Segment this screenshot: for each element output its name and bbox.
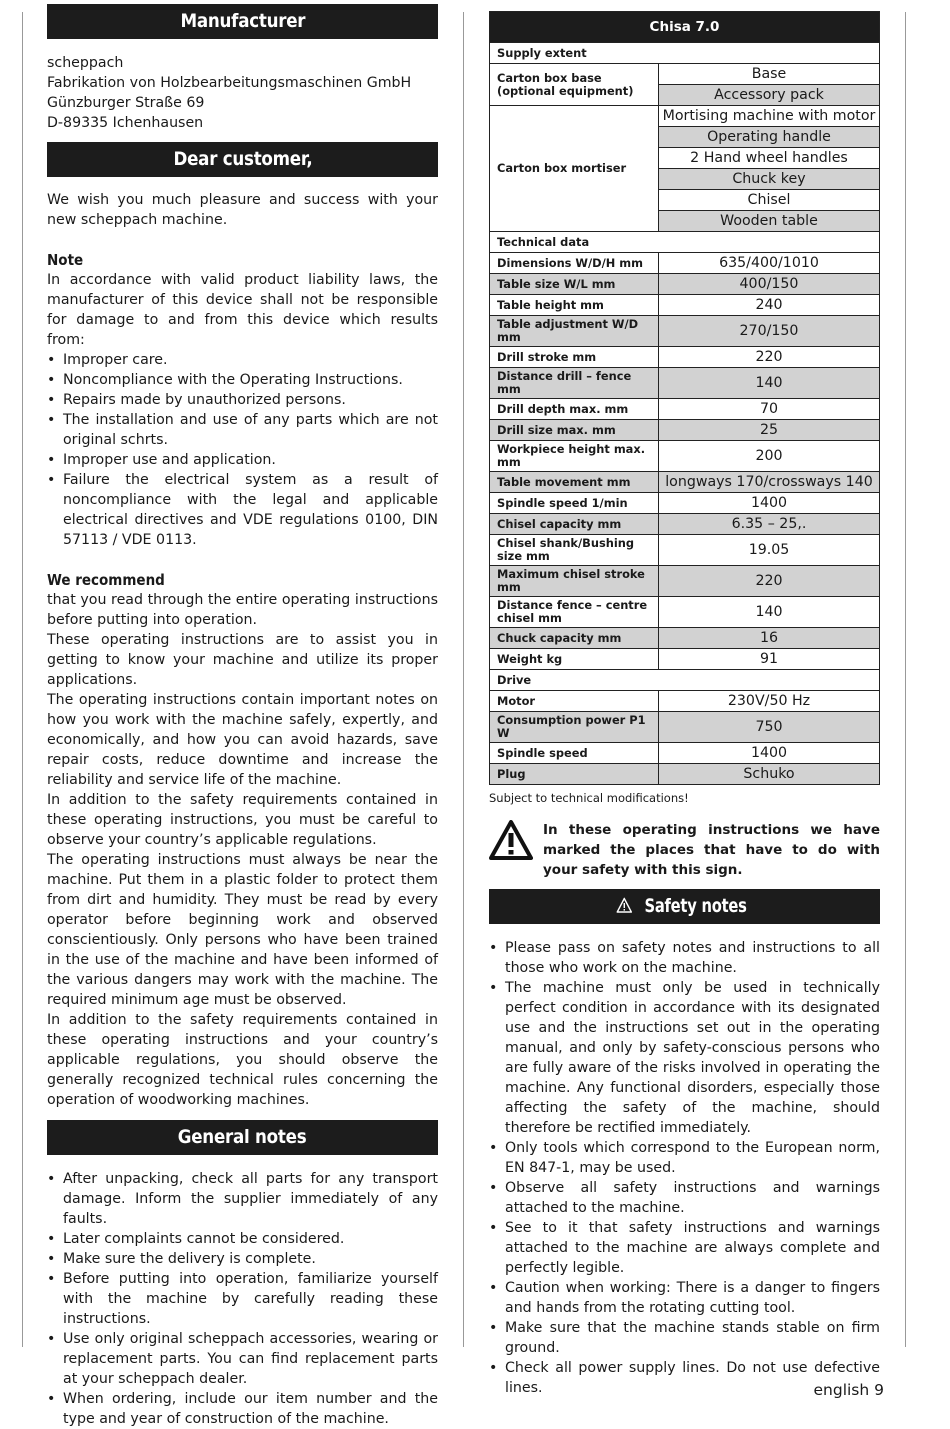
table-row: [490, 399, 880, 420]
supply-item: Chuck key: [659, 169, 880, 190]
spec-value: 230V/50 Hz: [659, 691, 880, 712]
spec-label: Table size W/L mm: [490, 274, 659, 295]
list-item: • Before putting into operation, familiarize yourself with the machine by carefully reading these instructions.: [47, 1269, 438, 1329]
supply-extent-header: Supply extent: [490, 43, 880, 64]
spec-label: Maximum chisel stroke mm: [490, 566, 659, 597]
table-row: [490, 743, 880, 764]
note-list: [47, 350, 438, 550]
list-item: • The installation and use of any parts which are not original schrts.: [47, 410, 438, 450]
manufacturer-heading: Manufacturer: [47, 4, 438, 39]
recommend-paragraph: In addition to the safety requirements contained in these operating instructions, you must be careful to observe your country’s applicable regulations.: [47, 792, 438, 848]
recommend-paragraph: These operating instructions are to assist you in getting to know your machine and utilize its proper applications.: [47, 632, 438, 688]
spec-value: 16: [659, 628, 880, 649]
spec-value: 220: [659, 347, 880, 368]
supply-item: Chisel: [659, 190, 880, 211]
spec-value: 1400: [659, 493, 880, 514]
right-column: [489, 11, 880, 1398]
list-item: • Later complaints cannot be considered.: [47, 1229, 438, 1249]
spec-label: Plug: [490, 764, 659, 785]
intro-paragraph: We wish you much pleasure and success with your new scheppach machine.: [47, 192, 438, 228]
spec-label: Dimensions W/D/H mm: [490, 253, 659, 274]
safety-notes-title: Safety notes: [643, 895, 747, 917]
table-row: [490, 712, 880, 743]
drive-header: Drive: [490, 670, 880, 691]
table-row: [490, 420, 880, 441]
spec-label: Weight kg: [490, 649, 659, 670]
table-row: [490, 764, 880, 785]
table-row: [490, 472, 880, 493]
list-item: • The machine must only be used in technically perfect condition in accordance with its designated use and the instructions set out in the operating manual, and only by safety-conscious persons who are fully aware of the risks involved in operating the machine. Any functional disorders, especially those affecting the safety of the machine, should therefore be rectified immediately.: [489, 978, 880, 1138]
dear-customer-heading: Dear customer,: [47, 142, 438, 177]
spec-value: 400/150: [659, 274, 880, 295]
table-row: [490, 566, 880, 597]
note-paragraph: In accordance with valid product liability laws, the manufacturer of this device shall not be responsible for damage to and from this device which results from:: [47, 272, 438, 348]
spec-table: [489, 11, 880, 785]
spec-value: 91: [659, 649, 880, 670]
spec-label: Chuck capacity mm: [490, 628, 659, 649]
spec-label: Chisel capacity mm: [490, 514, 659, 535]
spec-value: 70: [659, 399, 880, 420]
table-row: [490, 514, 880, 535]
manufacturer-address: [47, 53, 438, 133]
table-row: [490, 691, 880, 712]
page-number: english 9: [813, 1381, 884, 1399]
spec-label: Drill depth max. mm: [490, 399, 659, 420]
spec-label: Spindle speed: [490, 743, 659, 764]
spec-label: Table height mm: [490, 295, 659, 316]
spec-label: Table movement mm: [490, 472, 659, 493]
supply-item: Wooden table: [659, 211, 880, 232]
list-item: • When ordering, include our item number and the type and year of construction of the machine.: [47, 1389, 438, 1429]
spec-value: 25: [659, 420, 880, 441]
warning-triangle-icon: [489, 820, 533, 860]
list-item: • Only tools which correspond to the European norm, EN 847-1, may be used.: [489, 1138, 880, 1178]
spec-label: Spindle speed 1/min: [490, 493, 659, 514]
spec-footnote: Subject to technical modifications!: [489, 791, 689, 805]
recommend-title: We recommend: [47, 571, 165, 589]
table-row: [490, 274, 880, 295]
recommend-paragraph: The operating instructions contain important notes on how you work with the machine safely, expertly, and economically, and how you can avoid hazards, save repair costs, reduce downtime and increase the reliability and service life of the machine.: [47, 692, 438, 788]
list-item: • Noncompliance with the Operating Instructions.: [47, 370, 438, 390]
spec-label: Chisel shank/Bushing size mm: [490, 535, 659, 566]
list-item: • Use only original scheppach accessories, wearing or replacement parts. You can find replacement parts at your scheppach dealer.: [47, 1329, 438, 1389]
spec-value: longways 170/crossways 140: [659, 472, 880, 493]
spec-label: Drill stroke mm: [490, 347, 659, 368]
table-row: [490, 253, 880, 274]
table-row: [490, 649, 880, 670]
address-line: Fabrikation von Holzbearbeitungsmaschinen GmbH: [47, 75, 412, 91]
supply-item: Mortising machine with motor: [659, 106, 880, 127]
safety-notes-list: [489, 938, 880, 1398]
spec-value: 1400: [659, 743, 880, 764]
spec-label: Distance fence – centre chisel mm: [490, 597, 659, 628]
address-line: Günzburger Straße 69: [47, 95, 205, 111]
table-row: [490, 347, 880, 368]
list-item: • After unpacking, check all parts for any transport damage. Inform the supplier immediately of any faults.: [47, 1169, 438, 1229]
spec-table-title: Chisa 7.0: [490, 12, 880, 43]
supply-item: Accessory pack: [659, 85, 880, 106]
warning-text: In these operating instructions we have marked the places that have to do with your safety with this sign.: [543, 822, 880, 878]
table-row: [490, 597, 880, 628]
spec-value: 200: [659, 441, 880, 472]
address-line: D-89335 Ichenhausen: [47, 115, 204, 131]
spec-value: 240: [659, 295, 880, 316]
list-item: • Improper care.: [47, 350, 438, 370]
safety-notes-heading: [489, 889, 880, 924]
list-item: • Improper use and application.: [47, 450, 438, 470]
list-item: • Repairs made by unauthorized persons.: [47, 390, 438, 410]
left-column: [47, 4, 438, 1429]
general-notes-list: [47, 1169, 438, 1429]
spec-value: 140: [659, 368, 880, 399]
table-row: [490, 441, 880, 472]
spec-value: 635/400/1010: [659, 253, 880, 274]
right-margin-rule: [905, 12, 906, 1347]
list-item: • See to it that safety instructions and warnings attached to the machine are always complete and perfectly legible.: [489, 1218, 880, 1278]
warning-triangle-icon: [616, 897, 632, 913]
recommend-paragraph: In addition to the safety requirements contained in these operating instructions and your country’s applicable regulations, you should observe the generally recognized technical rules concerning the operation of woodworking machines.: [47, 1012, 438, 1108]
spec-value: 19.05: [659, 535, 880, 566]
list-item: • Failure the electrical system as a result of noncompliance with the legal and applicable electrical directives and VDE regulations 0100, DIN 57113 / VDE 0113.: [47, 470, 438, 550]
supply-item: 2 Hand wheel handles: [659, 148, 880, 169]
general-notes-heading: General notes: [47, 1120, 438, 1155]
carton-base-label: Carton box base (optional equipment): [490, 64, 659, 106]
table-row: [490, 368, 880, 399]
list-item: • Make sure the delivery is complete.: [47, 1249, 438, 1269]
spec-label: Drill size max. mm: [490, 420, 659, 441]
technical-data-header: Technical data: [490, 232, 880, 253]
supply-item: Base: [659, 64, 880, 85]
list-item: • Check all power supply lines. Do not use defective lines.: [489, 1358, 880, 1398]
warning-box: [489, 820, 880, 880]
table-row: [490, 535, 880, 566]
spec-value: 220: [659, 566, 880, 597]
spec-value: 6.35 – 25,.: [659, 514, 880, 535]
address-line: scheppach: [47, 55, 124, 71]
table-row: [490, 628, 880, 649]
recommend-paragraph: that you read through the entire operating instructions before putting into operation.: [47, 592, 438, 628]
spec-value: Schuko: [659, 764, 880, 785]
center-column-rule: [463, 12, 464, 1347]
table-row: [490, 493, 880, 514]
spec-value: 140: [659, 597, 880, 628]
spec-label: Consumption power P1 W: [490, 712, 659, 743]
spec-label: Table adjustment W/D mm: [490, 316, 659, 347]
list-item: • Caution when working: There is a danger to fingers and hands from the rotating cutting tool.: [489, 1278, 880, 1318]
note-title: Note: [47, 251, 84, 269]
spec-value: 750: [659, 712, 880, 743]
carton-mortiser-label: Carton box mortiser: [490, 106, 659, 232]
list-item: • Observe all safety instructions and warnings attached to the machine.: [489, 1178, 880, 1218]
table-row: [490, 316, 880, 347]
recommend-paragraph: The operating instructions must always be near the machine. Put them in a plastic folder to protect them from dirt and humidity. They must be read by every operator before beginning work and observed conscientiously. Only persons who have been trained in the use of the machine and have been informed of the various dangers may work with the machine. The required minimum age must be observed.: [47, 852, 438, 1008]
spec-label: Distance drill – fence mm: [490, 368, 659, 399]
spec-value: 270/150: [659, 316, 880, 347]
spec-label: Motor: [490, 691, 659, 712]
supply-item: Operating handle: [659, 127, 880, 148]
list-item: • Make sure that the machine stands stable on firm ground.: [489, 1318, 880, 1358]
left-margin-rule: [22, 12, 23, 1347]
spec-label: Workpiece height max. mm: [490, 441, 659, 472]
list-item: • Please pass on safety notes and instructions to all those who work on the machine.: [489, 938, 880, 978]
table-row: [490, 295, 880, 316]
